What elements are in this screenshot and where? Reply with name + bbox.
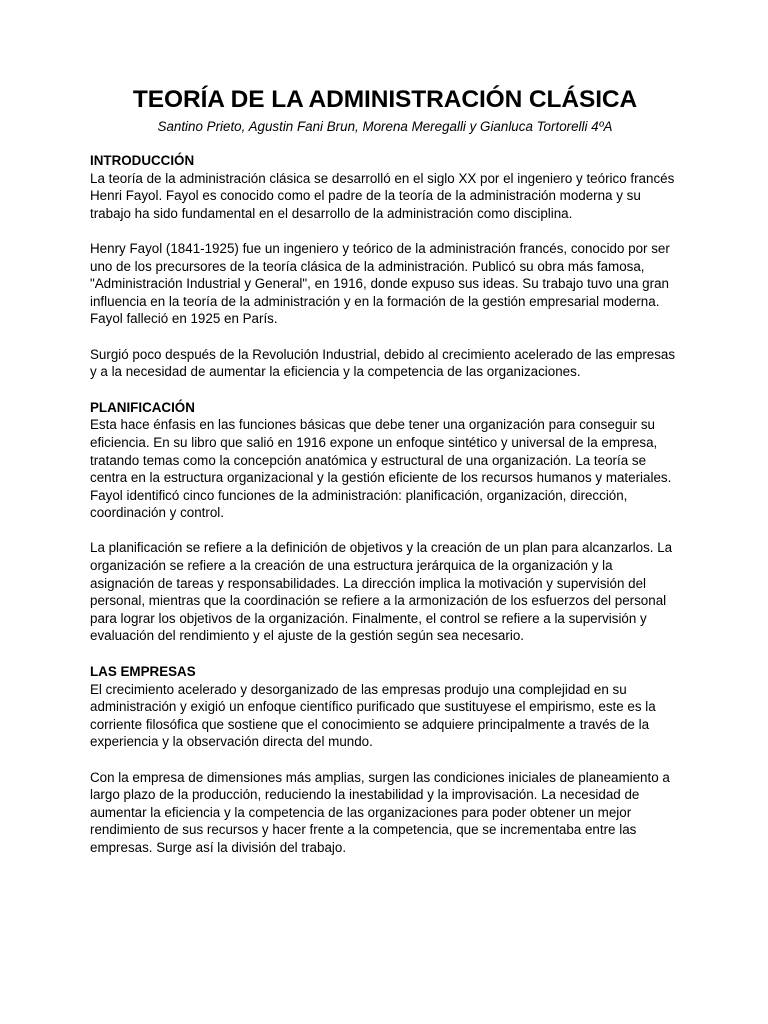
paragraph: El crecimiento acelerado y desorganizado de las empresas produjo una complejidad en su administración y exigió un enfoque científico purificado que sustituyese el empirismo, este es la corriente filosófica que sostiene que el conocimiento se adquiere principalmente a través de la experiencia y la observación directa del mundo. xyxy=(90,681,656,750)
section-heading: INTRODUCCIÓN xyxy=(90,153,195,168)
section-las-empresas xyxy=(90,663,680,857)
paragraph: Esta hace énfasis en las funciones básicas que debe tener una organización para conseguir su eficiencia. En su libro que salió en 1916 expone un enfoque sintético y universal de la empresa, tratando temas como la concepción anatómica y estructural de una organización. La teoría se centra en la estructura organizacional y la gestión eficiente de los recursos humanos y materiales. Fayol identificó cinco funciones de la administración: planificación, organización, dirección, coordinación y control. xyxy=(90,417,672,521)
paragraph: Henry Fayol (1841-1925) fue un ingeniero y teórico de la administración francés, conocido por ser uno de los precursores de la teoría clásica de la administración. Publicó su obra más famosa, "Administración Industrial y General", en 1916, donde expuso sus ideas. Su trabajo tuvo una gran influencia en la teoría de la administración y en la formación de la gestión empresarial moderna. Fayol falleció en 1925 en París. xyxy=(90,240,670,327)
paragraph: Con la empresa de dimensiones más amplias, surgen las condiciones iniciales de planeamiento a largo plazo de la producción, reduciendo la inestabilidad y la improvisación. La necesidad de aumentar la eficiencia y la competencia de las organizaciones para poder obtener un mejor rendimiento de sus recursos y hacer frente a la competencia, que se incrementaba entre las empresas. Surge así la división del trabajo. xyxy=(90,769,670,855)
paragraph: Surgió poco después de la Revolución Industrial, debido al crecimiento acelerado de las empresas y a la necesidad de aumentar la eficiencia y la competencia de las organizaciones. xyxy=(90,346,676,380)
document-title: TEORÍA DE LA ADMINISTRACIÓN CLÁSICA xyxy=(132,86,638,113)
section-heading: PLANIFICACIÓN xyxy=(90,399,195,415)
paragraph: La teoría de la administración clásica se desarrolló en el siglo XX por el ingeniero y teórico francés Henri Fayol. Fayol es conocido como el padre de la teoría de la administración moderna y su trabajo ha sido fundamental en el desarrollo de la administración como disciplina. xyxy=(90,170,675,221)
document-page xyxy=(90,84,680,857)
section-planificacion xyxy=(90,399,680,645)
section-introduccion xyxy=(90,152,680,381)
section-heading: LAS EMPRESAS xyxy=(90,664,196,680)
paragraph: La planificación se refiere a la definición de objetivos y la creación de un plan para alcanzarlos. La organización se refiere a la creación de una estructura jerárquica de la organización y la asignación de tareas y responsabilidades. La dirección implica la motivación y supervisión del personal, mientras que la coordinación se refiere a la armonización de los esfuerzos del personal para lograr los objetivos de la organización. Finalmente, el control se refiere a la supervisión y evaluación del rendimiento y el ajuste de la gestión según sea necesario. xyxy=(90,540,673,644)
document-authors: Santino Prieto, Agustin Fani Brun, Morena Meregalli y Gianluca Tortorelli 4ºA xyxy=(157,119,613,134)
